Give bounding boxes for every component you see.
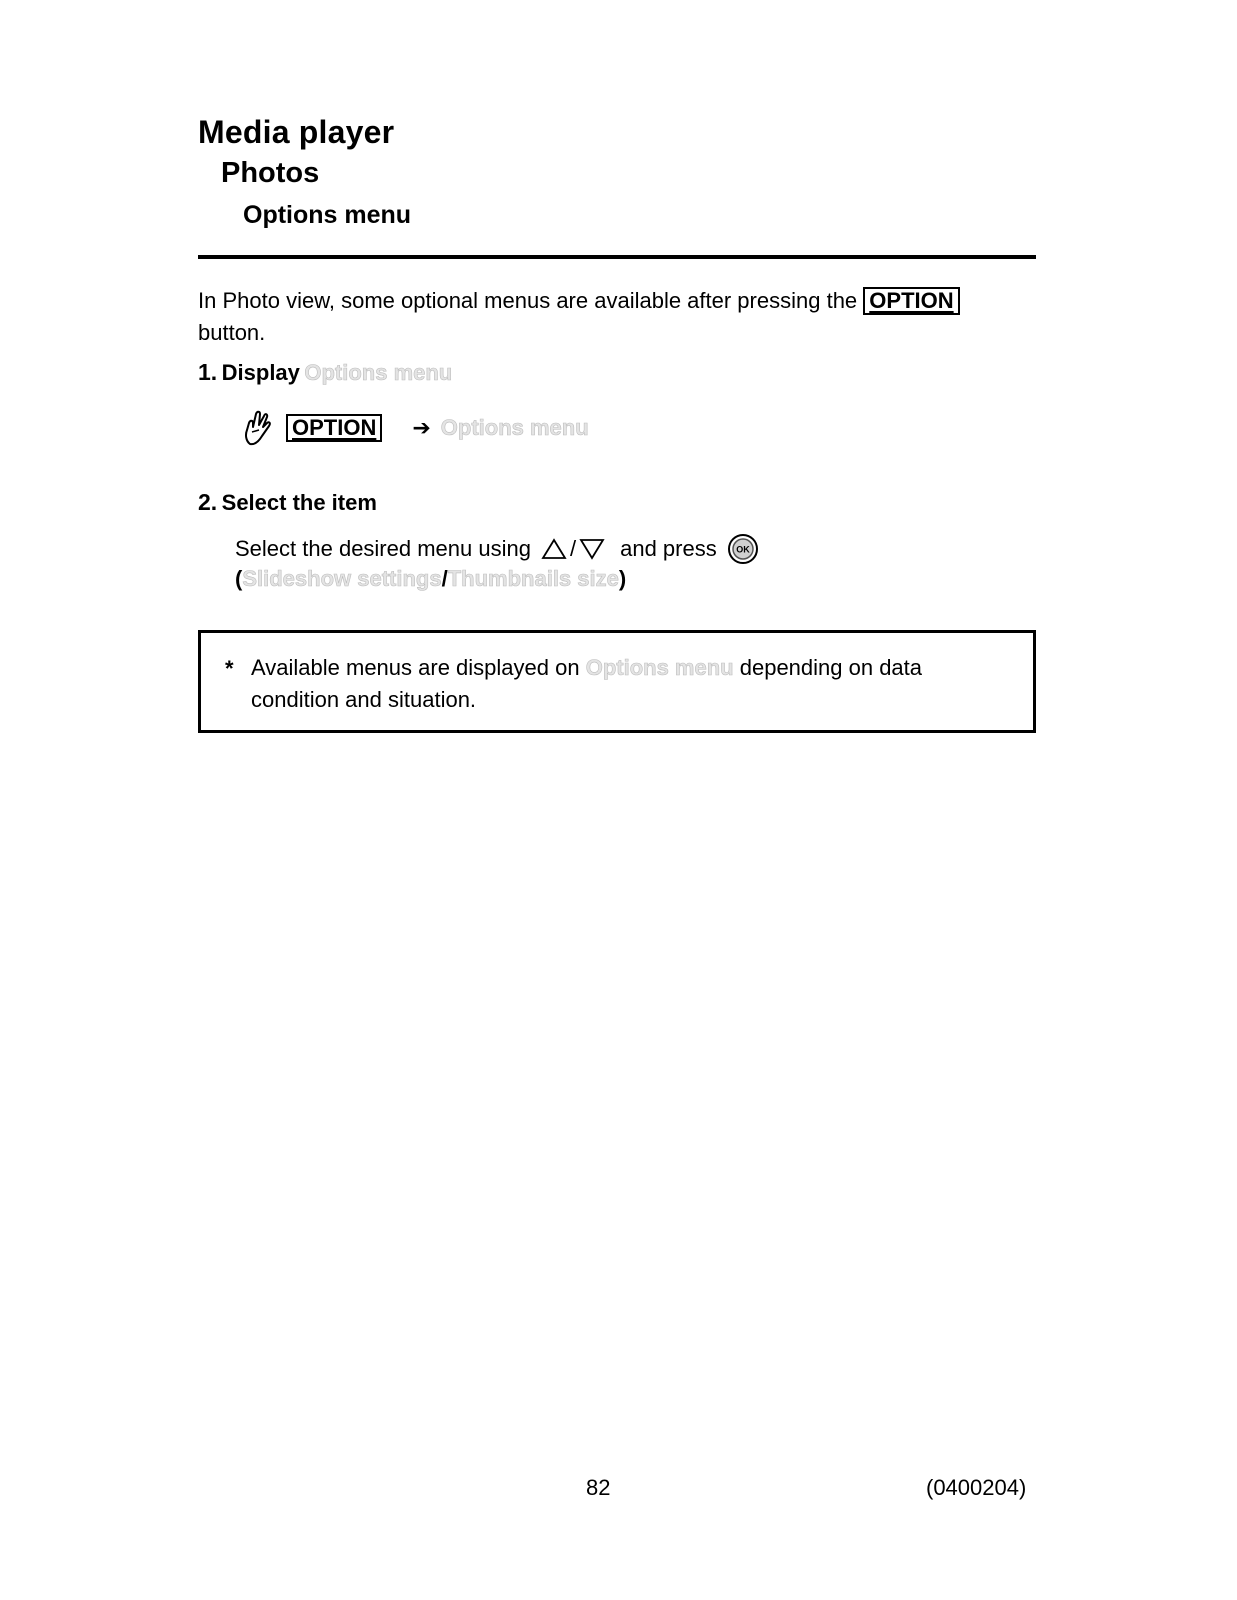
intro-text: In Photo view, some optional menus are available after pressing the	[198, 288, 864, 313]
slash: /	[569, 536, 577, 561]
menu-items-line	[235, 566, 626, 592]
step-1-heading	[198, 359, 452, 386]
slideshow-settings-label: Slideshow settings	[242, 566, 442, 591]
ok-label: OK	[735, 544, 750, 555]
options-menu-label: Options menu	[304, 360, 453, 385]
step-2-instruction	[235, 533, 759, 565]
thumbnails-size-label: Thumbnails size	[447, 566, 619, 591]
step-label: Display	[221, 360, 300, 385]
intro-text-end: button.	[198, 320, 266, 345]
option-key-label: OPTION	[286, 414, 382, 442]
options-menu-label: Options menu	[585, 655, 734, 680]
step-1-instruction	[240, 406, 589, 450]
header-divider	[198, 255, 1036, 259]
instruction-text: and press	[620, 536, 717, 561]
document-code: (0400204)	[926, 1475, 1027, 1500]
separator: /	[441, 566, 448, 591]
page-subtitle: Photos	[221, 157, 320, 189]
arrow-right-icon: ➔	[412, 415, 431, 440]
instruction-text: Select the desired menu using	[235, 536, 531, 561]
down-triangle-icon	[579, 538, 605, 560]
page-number: 82	[586, 1475, 611, 1500]
up-triangle-icon	[541, 538, 567, 560]
ok-button-icon	[727, 533, 759, 565]
paren-close: )	[618, 566, 627, 591]
section-title: Options menu	[243, 201, 412, 229]
note-text-end: depending on data condition and situation.	[251, 655, 923, 712]
intro-paragraph	[198, 285, 1038, 349]
step-2-heading	[198, 489, 377, 516]
step-number: 1.	[198, 359, 218, 385]
note-text-start: Available menus are displayed on	[251, 655, 580, 680]
page-title: Media player	[198, 114, 395, 150]
note-asterisk: *	[225, 656, 234, 681]
note-text	[251, 652, 1011, 716]
step-label: Select the item	[221, 490, 377, 515]
remote-hand-icon	[240, 408, 274, 448]
step-number: 2.	[198, 489, 218, 515]
option-key-label: OPTION	[863, 287, 959, 315]
options-menu-target: Options menu	[440, 415, 589, 440]
paren-open: (	[235, 566, 243, 591]
